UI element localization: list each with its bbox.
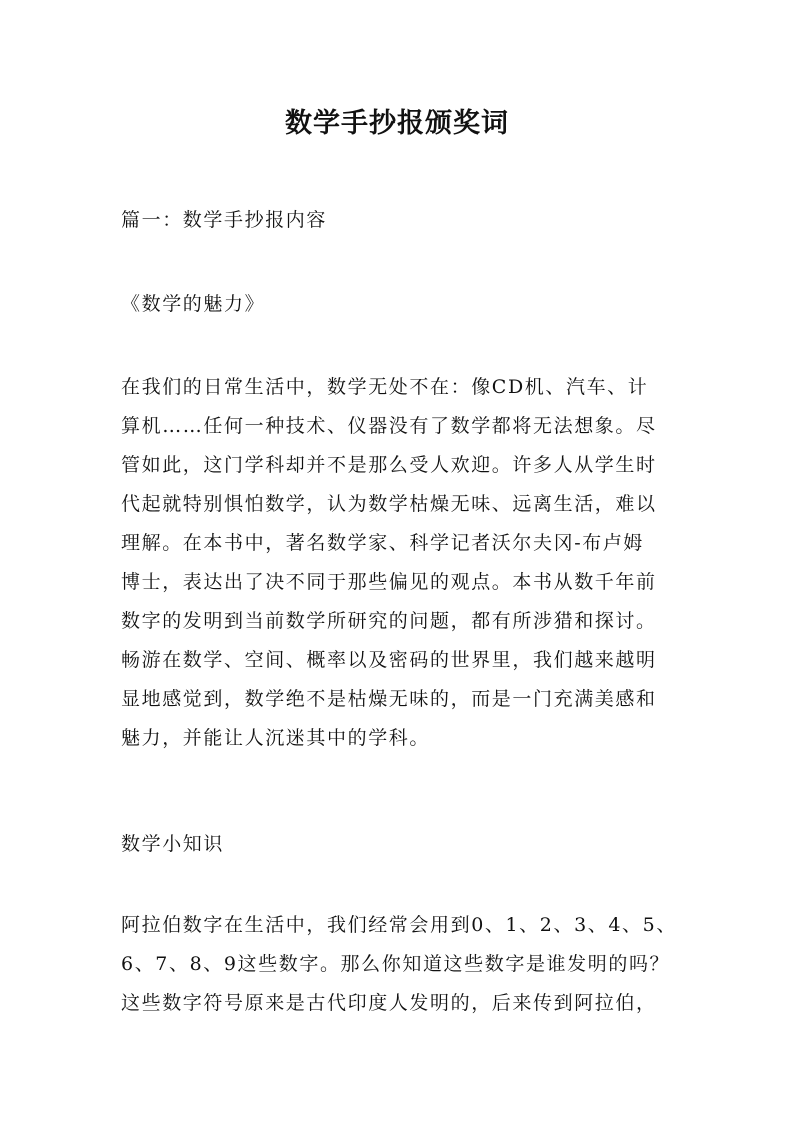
paragraph-arabic-numerals (121, 906, 691, 1023)
paragraph-intro (121, 368, 691, 758)
paragraph-line: 博士，表达出了决不同于那些偏见的观点。本书从数千年前 (121, 571, 657, 593)
paragraph-line: 算机……任何一种技术、仪器没有了数学都将无法想象。尽 (121, 415, 657, 437)
paragraph-line: 在我们的日常生活中，数学无处不在：像CD机、汽车、计 (121, 376, 649, 398)
book-title: 《数学的魅力》 (121, 293, 266, 315)
paragraph-line: 代起就特别惧怕数学，认为数学枯燥无味、远离生活，难以 (121, 493, 657, 515)
paragraph-line: 魅力，并能让人沉迷其中的学科。 (121, 727, 431, 749)
paragraph-line: 6、7、8、9这些数字。那么你知道这些数字是谁发明的吗？ (121, 953, 671, 975)
paragraph-line: 数字的发明到当前数学所研究的问题，都有所涉猎和探讨。 (121, 610, 657, 632)
subheading: 数学小知识 (121, 833, 225, 855)
paragraph-line: 显地感觉到，数学绝不是枯燥无味的，而是一门充满美感和 (121, 688, 657, 710)
paragraph-line: 阿拉伯数字在生活中，我们经常会用到0、1、2、3、4、5、 (121, 914, 677, 936)
paragraph-line: 理解。在本书中，著名数学家、科学记者沃尔夫冈-布卢姆 (121, 532, 645, 554)
paragraph-line: 畅游在数学、空间、概率以及密码的世界里，我们越来越明 (121, 649, 657, 671)
paragraph-line: 管如此，这门学科却并不是那么受人欢迎。许多人从学生时 (121, 454, 657, 476)
section-heading: 篇一：数学手抄报内容 (121, 209, 328, 231)
paragraph-line: 这些数字符号原来是古代印度人发明的，后来传到阿拉伯， (121, 992, 657, 1014)
document-title: 数学手抄报颁奖词 (285, 108, 509, 139)
